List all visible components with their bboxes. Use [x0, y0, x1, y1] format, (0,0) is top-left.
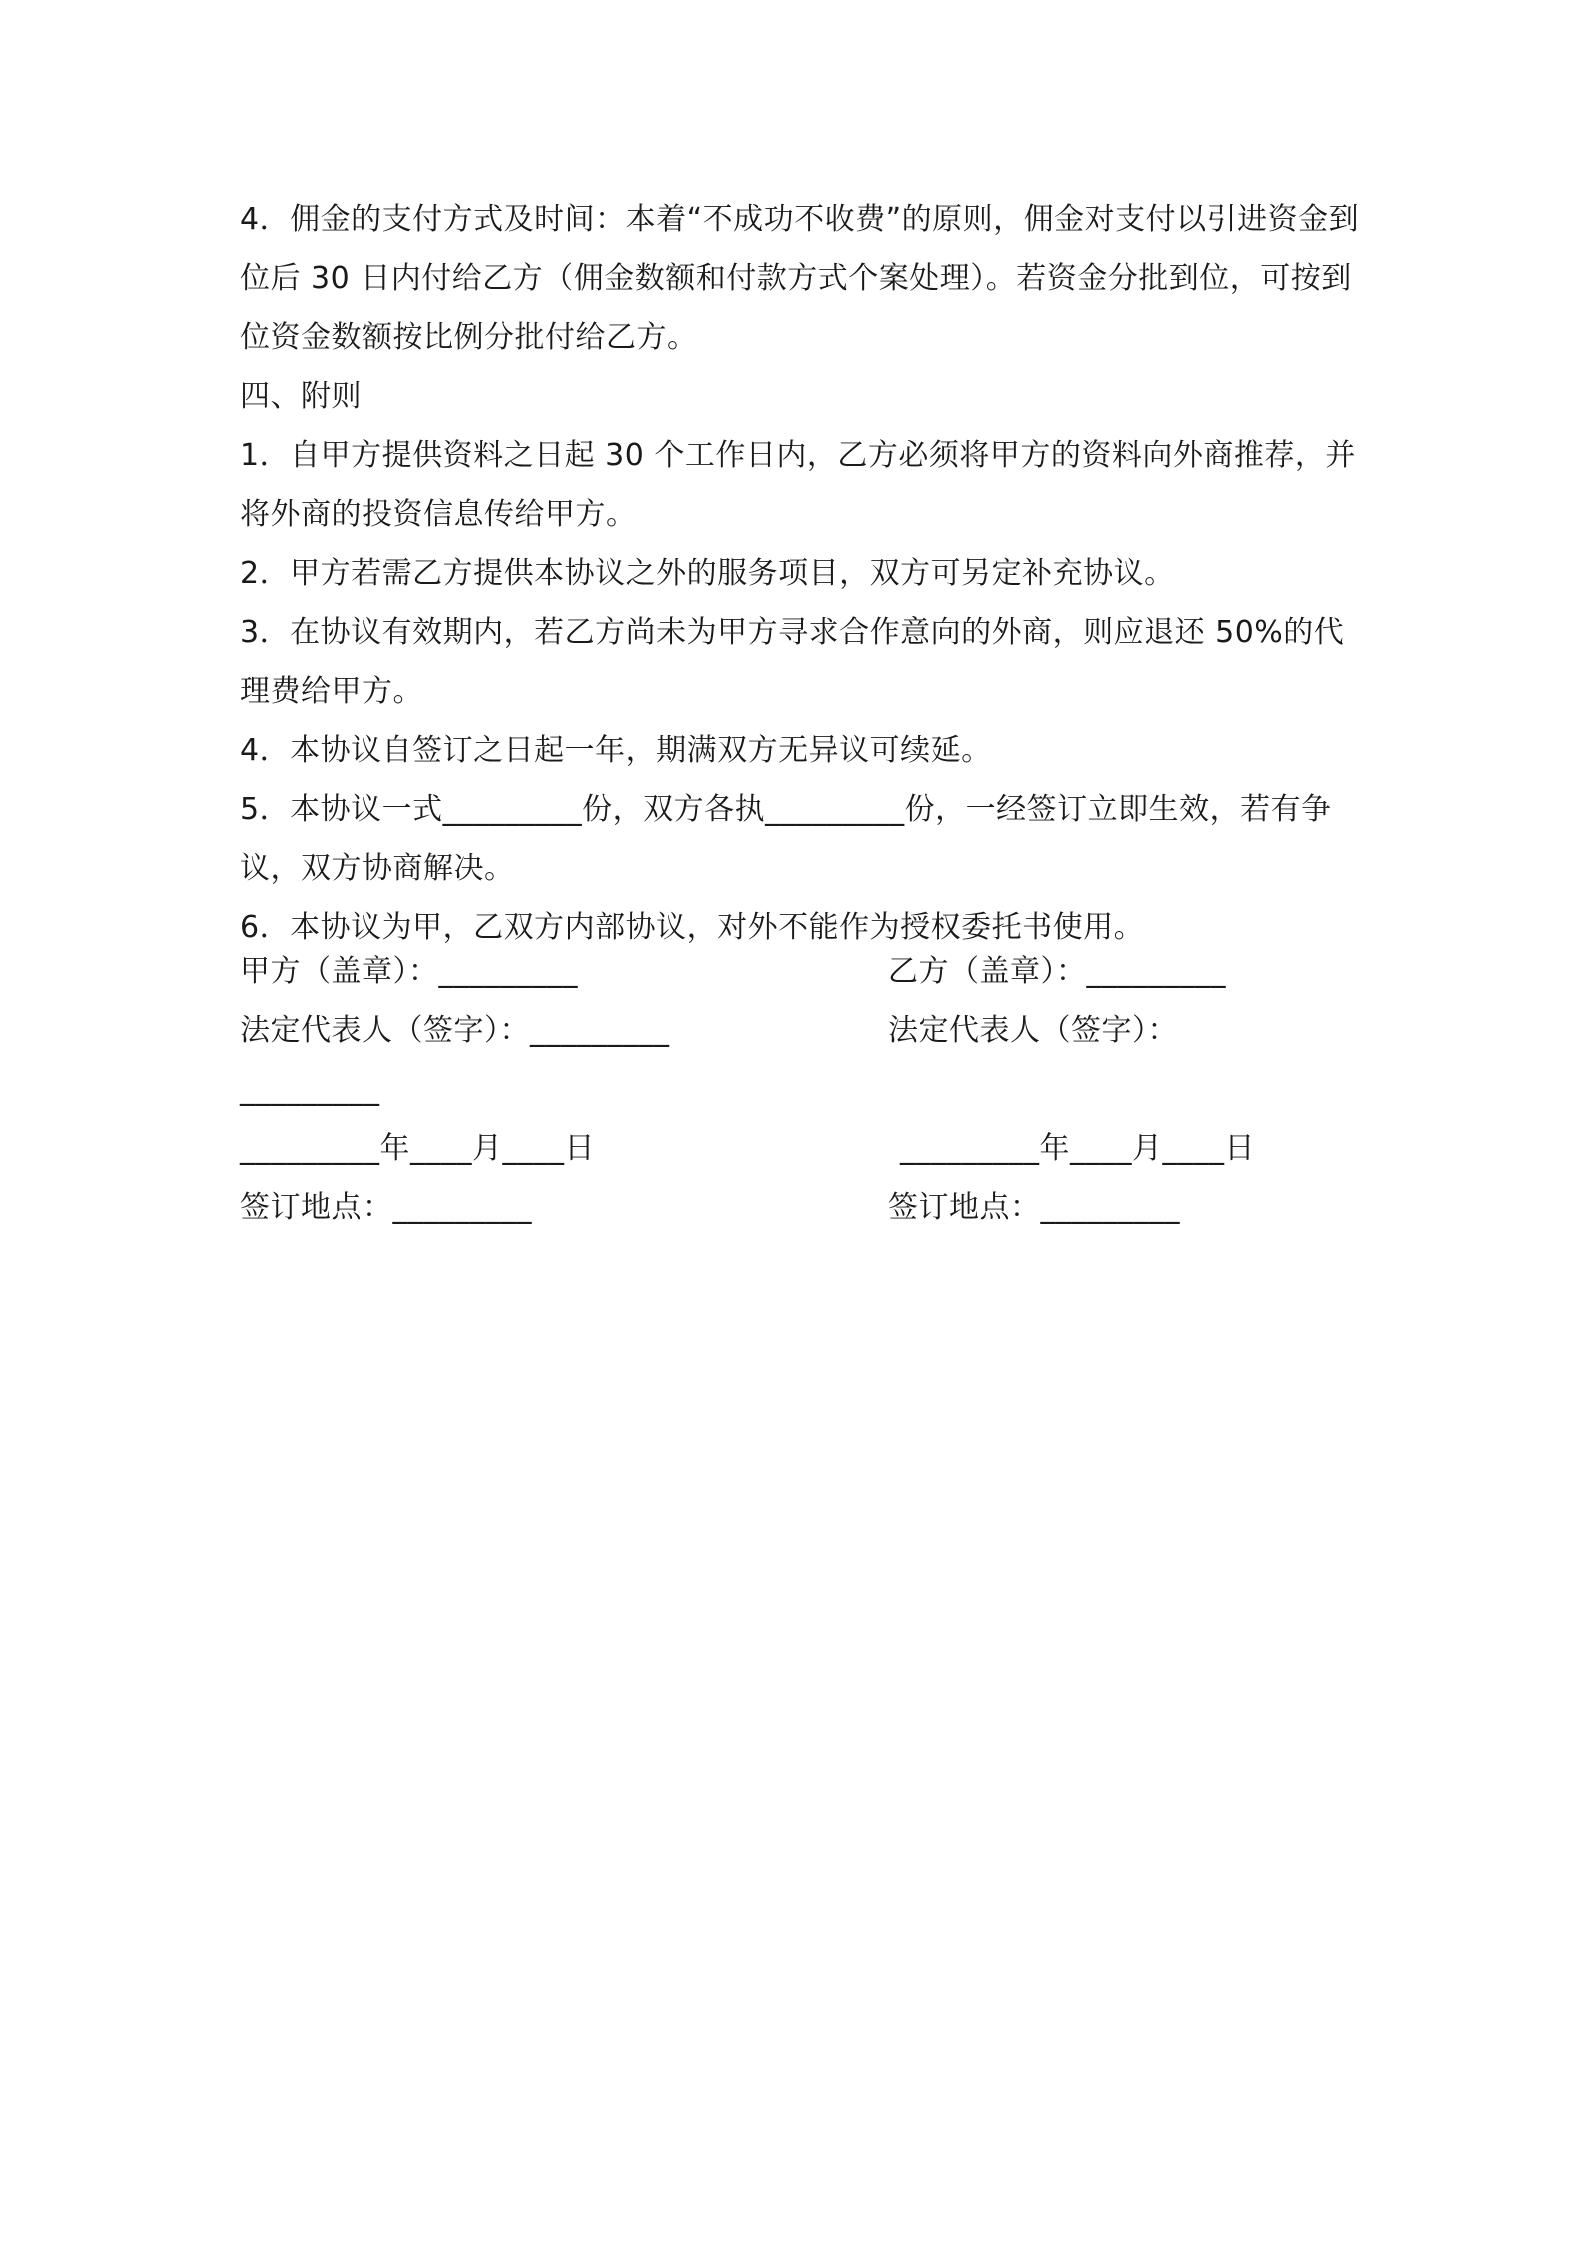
seal-row	[240, 942, 1360, 1001]
clause-supplementary-2: 2．甲方若需乙方提供本协议之外的服务项目，双方可另定补充协议。	[240, 556, 1175, 591]
party-a-seal: 甲方（盖章）：_________	[240, 954, 578, 989]
party-a-representative: 法定代表人（签字）：_________	[240, 1013, 670, 1048]
party-b-place: 签订地点：_________	[888, 1190, 1180, 1225]
clause-supplementary-4: 4．本协议自签订之日起一年，期满双方无异议可续延。	[240, 733, 992, 768]
party-a-date: _________年____月____日	[240, 1131, 595, 1166]
party-b-date: _________年____月____日	[900, 1131, 1255, 1166]
party-b-representative: 法定代表人（签字）：	[888, 1013, 1178, 1048]
document-body	[240, 190, 1360, 957]
clause-supplementary-5: 5．本协议一式_________份，双方各执_________份，一经签订立即生效，若有争议，双方协商解决。	[240, 792, 1332, 886]
date-row	[240, 1119, 1360, 1178]
party-a-place: 签订地点：_________	[240, 1190, 532, 1225]
clause-supplementary-1: 1．自甲方提供资料之日起 30 个工作日内，乙方必须将甲方的资料向外商推荐，并将外商的投资信息传给甲方。	[240, 438, 1356, 532]
clause-supplementary-3: 3．在协议有效期内，若乙方尚未为甲方寻求合作意向的外商，则应退还 50%的代理费给甲方。	[240, 615, 1345, 709]
party-b-representative-line: _________	[240, 1072, 380, 1107]
representative-line-row	[240, 1060, 1360, 1119]
clause-commission-payment: 4．佣金的支付方式及时间：本着“不成功不收费”的原则，佣金对支付以引进资金到位后 30 日内付给乙方（佣金数额和付款方式个案处理）。若资金分批到位，可按到位资金数额按比例分批付给乙方。	[240, 202, 1360, 355]
section-heading-supplementary: 四、附则	[240, 379, 362, 414]
clause-supplementary-6: 6．本协议为甲，乙双方内部协议，对外不能作为授权委托书使用。	[240, 910, 1145, 945]
place-row	[240, 1178, 1360, 1237]
signature-block	[240, 942, 1360, 1237]
representative-row	[240, 1001, 1360, 1060]
party-b-seal: 乙方（盖章）：_________	[888, 954, 1226, 989]
